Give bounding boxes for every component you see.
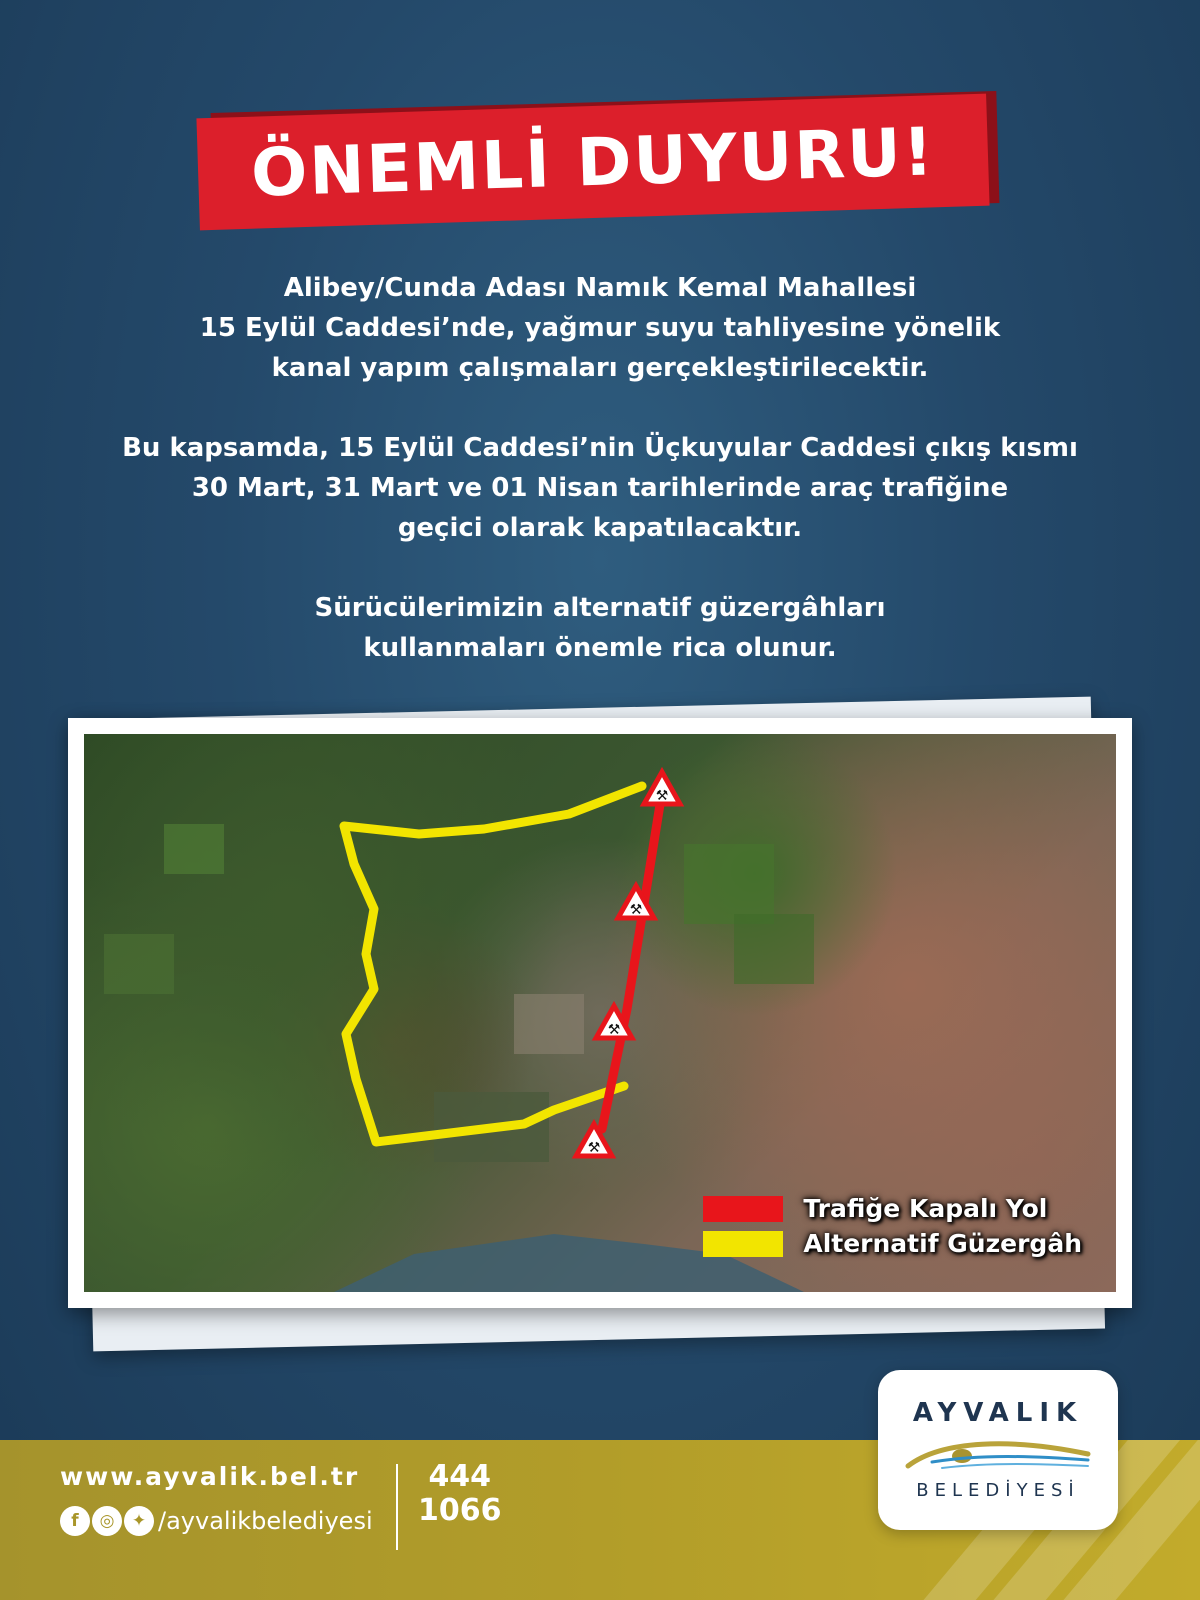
paragraph-line: 15 Eylül Caddesi’nde, yağmur suyu tahliyesine yönelik <box>199 313 1001 343</box>
map-frame <box>68 718 1132 1308</box>
svg-text:⚒: ⚒ <box>655 788 669 804</box>
footer-divider <box>396 1464 398 1550</box>
instagram-icon[interactable]: ◎ <box>92 1506 122 1536</box>
page-title: ÖNEMLİ DUYURU! <box>249 112 937 212</box>
paragraph-line: kanal yapım çalışmaları gerçekleştirilecektir. <box>271 353 929 383</box>
paragraph-line: Alibey/Cunda Adası Namık Kemal Mahallesi <box>283 273 917 303</box>
municipality-logo <box>878 1370 1118 1530</box>
logo-wave-icon <box>902 1436 1094 1476</box>
field-patch <box>684 844 774 924</box>
legend-row-closed <box>703 1194 1082 1223</box>
announcement-paragraph-2 <box>40 428 1160 548</box>
logo-title: AYVALIK <box>912 1398 1084 1428</box>
closed-road-line <box>602 792 662 1129</box>
phone-number[interactable] <box>418 1460 502 1528</box>
announcement-banner <box>198 96 1000 226</box>
facebook-icon[interactable]: f <box>60 1506 90 1536</box>
paragraph-line: Sürücülerimizin alternatif güzergâhları <box>314 593 886 623</box>
phone-line-2: 1066 <box>418 1493 502 1528</box>
social-handle[interactable]: /ayvalikbelediyesi <box>158 1507 373 1535</box>
field-patch <box>734 914 814 984</box>
paragraph-line: geçici olarak kapatılacaktır. <box>397 513 803 543</box>
legend-label-alternative: Alternatif Güzergâh <box>803 1229 1082 1258</box>
legend-swatch-red <box>703 1196 783 1222</box>
legend-swatch-yellow <box>703 1231 783 1257</box>
field-patch <box>104 934 174 994</box>
announcement-paragraph-3 <box>40 588 1160 668</box>
logo-subtitle: BELEDİYESİ <box>916 1480 1080 1501</box>
roadwork-warning-icon <box>644 772 680 804</box>
phone-line-1: 444 <box>428 1459 492 1494</box>
banner-ribbon <box>196 94 989 231</box>
paragraph-line: Bu kapsamda, 15 Eylül Caddesi’nin Üçkuyular Caddesi çıkış kısmı <box>122 433 1078 463</box>
satellite-map <box>84 734 1116 1292</box>
alternative-route-line <box>344 786 642 1142</box>
announcement-paragraph-1 <box>40 268 1160 388</box>
svg-text:⚒: ⚒ <box>629 902 643 918</box>
social-links <box>60 1506 373 1536</box>
website-link[interactable]: www.ayvalik.bel.tr <box>60 1462 360 1491</box>
open-lot <box>514 994 584 1054</box>
map-legend <box>703 1188 1082 1258</box>
paragraph-line: kullanmaları önemle rica olunur. <box>363 633 837 663</box>
twitter-icon[interactable]: ✦ <box>124 1506 154 1536</box>
legend-label-closed: Trafiğe Kapalı Yol <box>803 1194 1048 1223</box>
paragraph-line: 30 Mart, 31 Mart ve 01 Nisan tarihlerinde araç trafiğine <box>191 473 1009 503</box>
field-patch <box>164 824 224 874</box>
legend-row-alternative <box>703 1229 1082 1258</box>
svg-text:⚒: ⚒ <box>607 1022 621 1038</box>
svg-text:⚒: ⚒ <box>587 1140 601 1156</box>
